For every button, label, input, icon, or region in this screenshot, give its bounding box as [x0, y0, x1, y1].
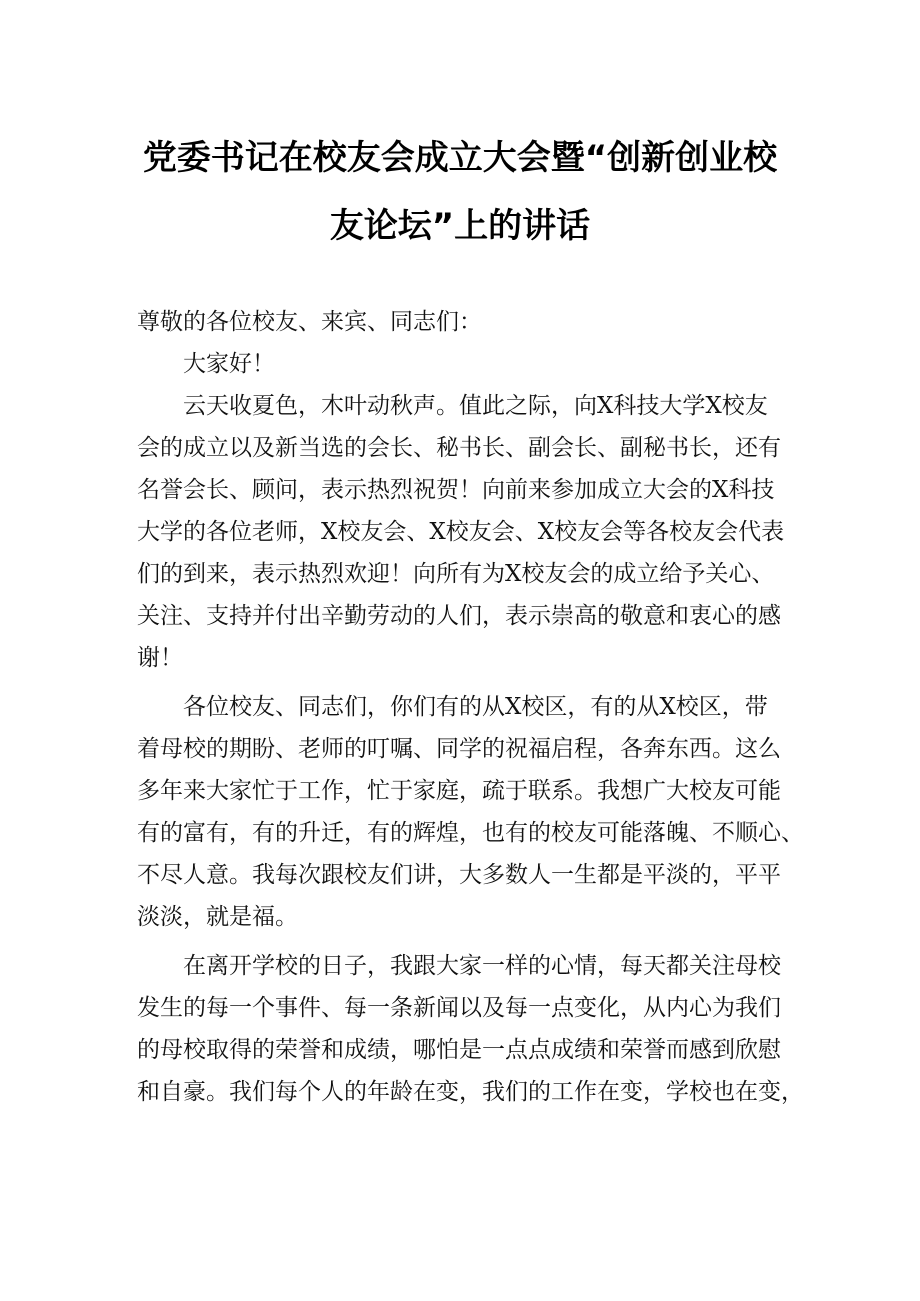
document-title-line-2: 友论坛”上的讲话 [329, 206, 591, 246]
paragraph-1-line-6: 关注、支持并付出辛勤劳动的人们，表示崇高的敬意和衷心的感 [137, 603, 781, 629]
paragraph-1-line-5: 们的到来，表示热烈欢迎！向所有为X校友会的成立给予关心、 [137, 561, 775, 587]
paragraph-1-line-7: 谢！ [137, 645, 183, 671]
paragraph-3-line-1: 在离开学校的日子，我跟大家一样的心情，每天都关注母校 [183, 953, 781, 979]
greeting: 大家好！ [183, 351, 275, 377]
paragraph-1-line-1: 云天收夏色，木叶动秋声。值此之际，向X科技大学X校友 [183, 393, 768, 419]
paragraph-2-line-1: 各位校友、同志们，你们有的从X校区，有的从X校区，带 [183, 694, 768, 720]
paragraph-1-line-4: 大学的各位老师，X校友会、X校友会、X校友会等各校友会代表 [137, 519, 785, 545]
salutation: 尊敬的各位校友、来宾、同志们： [137, 309, 482, 335]
paragraph-2-line-5: 不尽人意。我每次跟校友们讲，大多数人一生都是平淡的，平平 [137, 862, 781, 888]
paragraph-2-line-4: 有的富有，有的升迁，有的辉煌，也有的校友可能落魄、不顺心、 [137, 820, 804, 846]
paragraph-3-line-2: 发生的每一个事件、每一条新闻以及每一点变化，从内心为我们 [137, 995, 781, 1021]
paragraph-2-line-2: 着母校的期盼、老师的叮嘱、同学的祝福启程，各奔东西。这么 [137, 736, 781, 762]
paragraph-2-line-3: 多年来大家忙于工作，忙于家庭，疏于联系。我想广大校友可能 [137, 778, 781, 804]
paragraph-2-line-6: 淡淡，就是福。 [137, 904, 298, 930]
paragraph-3-line-4: 和自豪。我们每个人的年龄在变，我们的工作在变，学校也在变， [137, 1079, 804, 1105]
paragraph-1-line-3: 名誉会长、顾问，表示热烈祝贺！向前来参加成立大会的X科技 [137, 477, 775, 503]
paragraph-1-line-2: 会的成立以及新当选的会长、秘书长、副会长、副秘书长，还有 [137, 435, 781, 461]
paragraph-3-line-3: 的母校取得的荣誉和成绩，哪怕是一点点成绩和荣誉而感到欣慰 [137, 1037, 781, 1063]
document-title-line-1: 党委书记在校友会成立大会暨“创新创业校 [142, 138, 778, 178]
